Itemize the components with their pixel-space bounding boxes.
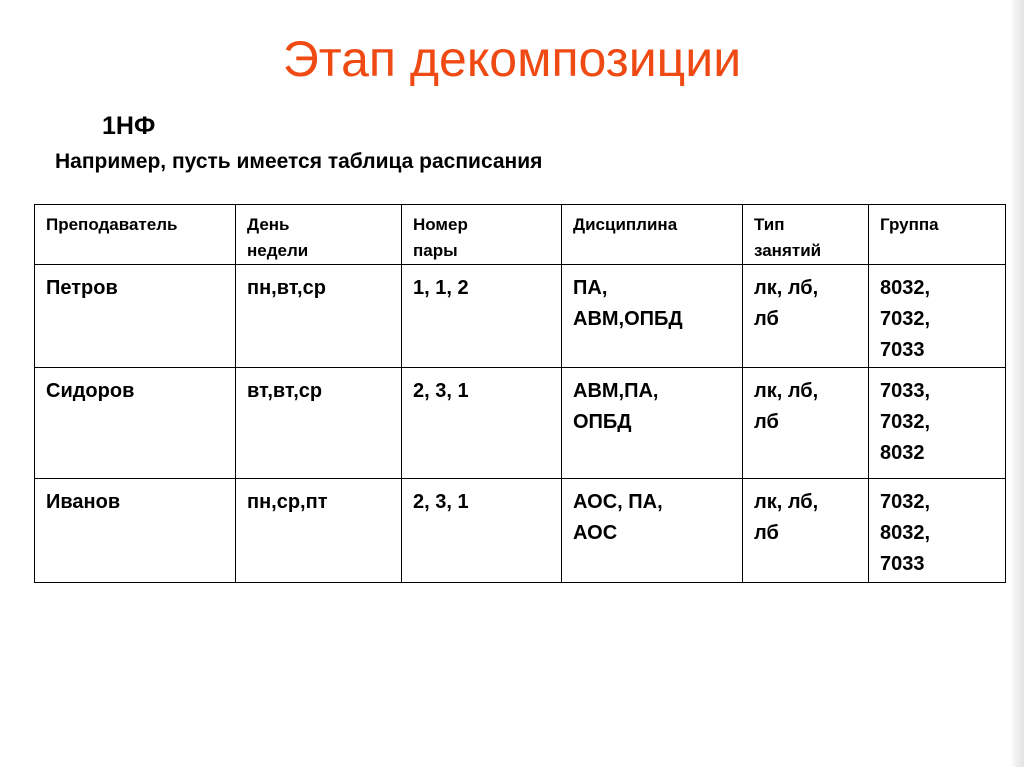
- cell-line: 1, 1, 2: [413, 277, 469, 299]
- cell-line: лб: [754, 411, 779, 433]
- cell-line: 2, 3, 1: [413, 380, 469, 402]
- cell-line: АВМ,ОПБД: [573, 308, 683, 330]
- slide-edge-shadow: [1010, 0, 1024, 767]
- cell-line: лк, лб,: [754, 380, 819, 402]
- header-teacher: [35, 205, 236, 265]
- cell-line: ОПБД: [573, 411, 632, 433]
- table-row: [35, 368, 1006, 479]
- table-header-row: [35, 205, 1006, 265]
- cell-group: [869, 479, 1006, 583]
- header-weekday: [236, 205, 402, 265]
- cell-discipline: [562, 479, 743, 583]
- cell-line: День: [247, 215, 290, 234]
- cell-line: Дисциплина: [573, 215, 678, 234]
- cell-group: [869, 265, 1006, 368]
- cell-weekday: [236, 479, 402, 583]
- cell-line: Номер: [413, 215, 468, 234]
- cell-line: вт,вт,ср: [247, 380, 323, 402]
- cell-line: Сидоров: [46, 380, 135, 402]
- cell-lesson-type: [743, 368, 869, 479]
- cell-line: 7032,: [880, 308, 931, 330]
- cell-line: недели: [247, 241, 309, 260]
- cell-line: 8032,: [880, 277, 931, 299]
- cell-weekday: [236, 265, 402, 368]
- cell-line: лк, лб,: [754, 277, 819, 299]
- cell-line: Иванов: [46, 491, 121, 513]
- cell-group: [869, 368, 1006, 479]
- cell-line: пн,ср,пт: [247, 491, 328, 513]
- cell-line: 7033: [880, 553, 925, 575]
- cell-discipline: [562, 368, 743, 479]
- cell-line: 8032: [880, 442, 925, 464]
- cell-line: 7033: [880, 339, 925, 361]
- slide-title: Этап декомпозиции: [282, 31, 742, 87]
- cell-lesson-number: [402, 479, 562, 583]
- cell-line: занятий: [754, 241, 822, 260]
- cell-discipline: [562, 265, 743, 368]
- schedule-table: [34, 204, 1006, 583]
- cell-line: АОС, ПА,: [573, 491, 663, 513]
- cell-teacher: [35, 479, 236, 583]
- cell-teacher: [35, 368, 236, 479]
- cell-line: 7032,: [880, 491, 931, 513]
- header-lesson-number: [402, 205, 562, 265]
- cell-line: 2, 3, 1: [413, 491, 469, 513]
- header-discipline: [562, 205, 743, 265]
- cell-lesson-type: [743, 265, 869, 368]
- cell-lesson-number: [402, 265, 562, 368]
- cell-teacher: [35, 265, 236, 368]
- cell-line: лб: [754, 522, 779, 544]
- cell-line: пары: [413, 241, 458, 260]
- cell-line: 7033,: [880, 380, 931, 402]
- cell-line: Преподаватель: [46, 215, 178, 234]
- cell-weekday: [236, 368, 402, 479]
- cell-line: пн,вт,ср: [247, 277, 326, 299]
- cell-line: Тип: [754, 215, 785, 234]
- cell-line: 8032,: [880, 522, 931, 544]
- table-row: [35, 479, 1006, 583]
- cell-lesson-number: [402, 368, 562, 479]
- cell-line: Петров: [46, 277, 118, 299]
- cell-line: АОС: [573, 522, 618, 544]
- cell-line: лб: [754, 308, 779, 330]
- cell-line: 7032,: [880, 411, 931, 433]
- cell-line: лк, лб,: [754, 491, 819, 513]
- cell-line: ПА,: [573, 277, 608, 299]
- cell-line: Группа: [880, 215, 939, 234]
- cell-line: АВМ,ПА,: [573, 380, 659, 402]
- intro-text: Например, пусть имеется таблица расписания: [55, 150, 543, 173]
- cell-lesson-type: [743, 479, 869, 583]
- slide-subtitle: 1НФ: [102, 112, 156, 140]
- header-lesson-type: [743, 205, 869, 265]
- table-row: [35, 265, 1006, 368]
- header-group: [869, 205, 1006, 265]
